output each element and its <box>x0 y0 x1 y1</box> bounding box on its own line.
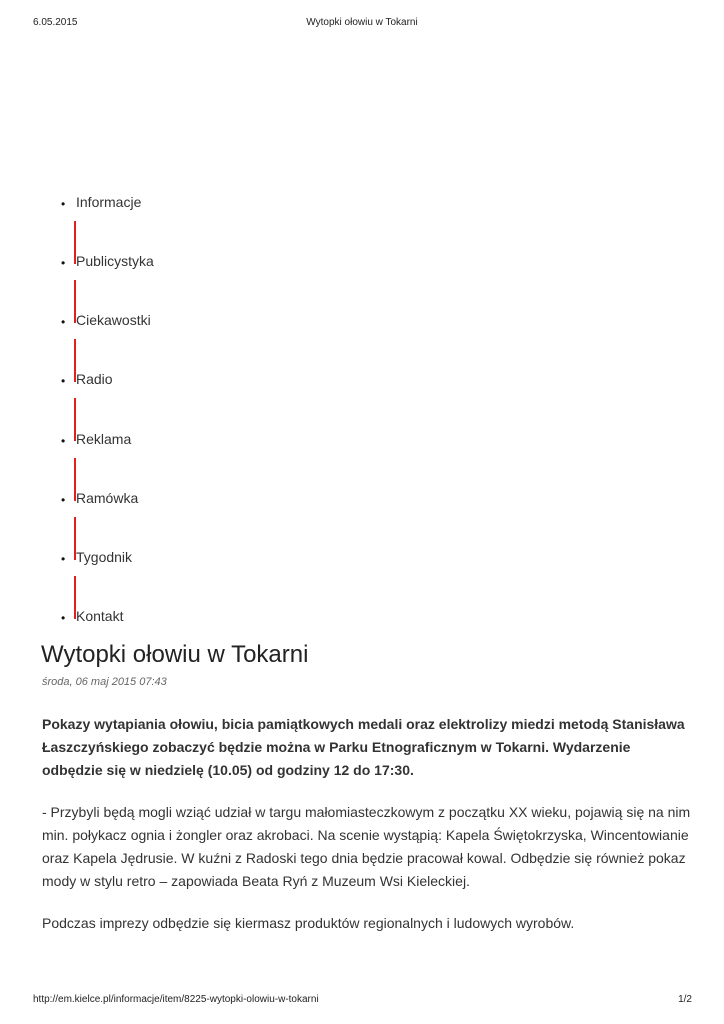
nav-item-label[interactable]: Radio <box>76 371 113 387</box>
bullet-icon: • <box>61 493 66 507</box>
nav-separator-marker <box>74 221 76 264</box>
nav-item-label[interactable]: Reklama <box>76 431 132 447</box>
nav-separator-marker <box>74 280 76 323</box>
article-title: Wytopki ołowiu w Tokarni <box>41 641 309 668</box>
nav-separator-marker <box>74 339 76 382</box>
article-body: - Przybyli będą mogli wziąć udział w targu małomiasteczkowym z początku XX wieku, pojawią się na nim min. połykacz ognia i żongler oraz akrobaci. Na scenie wystąpią: Kapela Świętokrzyska, Wincentowianie oraz Kapela Jędrusie. W kuźni z Radoski tego dnia będzie pracował kowal. Odbędzie się również pokaz mody w stylu retro – zapowiada Beata Ryń z Muzeum Wsi Kieleckiej. <box>42 804 691 889</box>
bullet-icon: • <box>61 374 66 388</box>
nav-item-label[interactable]: Publicystyka <box>76 253 154 269</box>
bullet-icon: • <box>61 256 66 270</box>
article-lead: Pokazy wytapiania ołowiu, bicia pamiątkowych medali oraz elektrolizy miedzi metodą Stanisława Łaszczyńskiego zobaczyć będzie można w Parku Etnograficznym w Tokarni. Wydarzenie odbędzie się w niedzielę (10.05) od godziny 12 do 17:30. <box>42 716 685 778</box>
nav-separator-marker <box>74 398 76 441</box>
print-header-date: 6.05.2015 <box>33 17 78 28</box>
article-body-paragraph: Podczas imprezy odbędzie się kiermasz produktów regionalnych i ludowych wyrobów. <box>42 915 575 931</box>
nav-separator-marker <box>74 458 76 501</box>
nav-item-label[interactable]: Informacje <box>76 194 142 210</box>
nav-separator-marker <box>74 576 76 619</box>
bullet-icon: • <box>61 197 66 211</box>
print-footer-page-number: 1/2 <box>678 994 692 1005</box>
bullet-icon: • <box>61 315 66 329</box>
nav-item-label[interactable]: Ramówka <box>76 490 139 506</box>
bullet-icon: • <box>61 552 66 566</box>
bullet-icon: • <box>61 434 66 448</box>
bullet-icon: • <box>61 611 66 625</box>
print-header-title: Wytopki ołowiu w Tokarni <box>306 17 418 28</box>
print-footer-url: http://em.kielce.pl/informacje/item/8225-wytopki-olowiu-w-tokarni <box>33 994 319 1005</box>
nav-item-label[interactable]: Tygodnik <box>76 549 133 565</box>
article-date: środa, 06 maj 2015 07:43 <box>42 676 167 688</box>
nav-separator-marker <box>74 517 76 560</box>
nav-item-label[interactable]: Ciekawostki <box>76 312 151 328</box>
nav-item-label[interactable]: Kontakt <box>76 608 124 624</box>
